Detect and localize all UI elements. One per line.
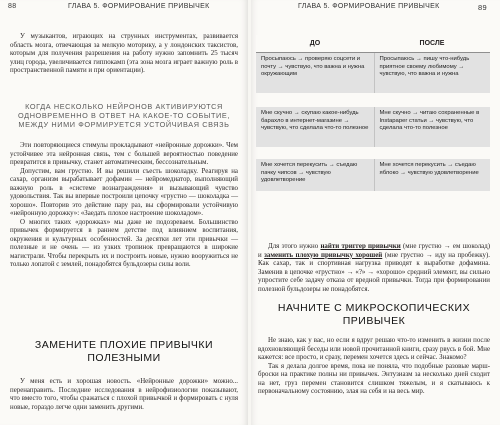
underlined-phrase: заменить плохую привычку хорошей [264,251,383,259]
table-row [256,53,490,94]
right-body-text [258,337,490,397]
pull-quote: КОГДА НЕСКОЛЬКО НЕЙРОНОВ АКТИВИРУЮТСЯ ОДНОВРЕМЕННО В ОТВЕТ НА КАКОЕ-ТО СОБЫТИЕ, МЕЖДУ НИМИ ФОРМИРУЕТСЯ УСТОЙЧИВАЯ СВЯЗЬ [18,102,230,129]
table-cell: Мне скучно → читаю сохраненные в Instapaper статьи → чувствую, что сделала что-то полезное [374,107,490,147]
left-section-heading: ЗАМЕНИТЕ ПЛОХИЕ ПРИВЫЧКИ ПОЛЕЗНЫМИ [34,339,214,364]
table-header-after: ПОСЛЕ [374,35,490,53]
paragraph: У меня есть и хорошая новость. «Нейронные дорожки» можно... перенаправить. Последние исследования в нейрофизиологии показывают, что вместо того, чтобы сражаться с плохой привычкой и формировать с нуля новые, гораздо легче одни заменить другими. [10,378,238,411]
table-row [256,93,490,107]
right-paragraph-1 [258,243,490,294]
paragraph: У музыкантов, играющих на струнных инструментах, развивается область мозга, отвечающая за мелкую моторику, а у лондонских таксистов, которым для получения разрешения на работу нужно запомнить 25 тысяч улиц города, увеличивается гиппокамп (эта зона мозга играет важную роль в пространственной памяти и при ориентации). [10,33,238,74]
table-row [256,159,490,191]
right-section-heading: НАЧНИТЕ С МИКРОСКОПИЧЕСКИХ ПРИВЫЧЕК [277,302,471,327]
underlined-phrase: найти триггер привычки [320,243,401,250]
paragraph: Эти повторяющиеся стимулы прокладывают «нейронные дорожки». Чем устойчивее эта нейронная связь, тем с большей вероятностью поведение превратится в привычку, станет автоматическим, бессознательным. [10,142,238,166]
right-running-head: ГЛАВА 5. ФОРМИРОВАНИЕ ПРИВЫЧЕК [298,3,440,10]
left-running-head: ГЛАВА 5. ФОРМИРОВАНИЕ ПРИВЫЧЕК [68,3,210,10]
left-paragraph-5 [10,378,238,412]
right-page-number: 89 [478,3,487,12]
table-cell: Просыпаюсь → пишу что-нибудь приятное своему любимому → чувствую, что важна и нужна [374,53,490,94]
table-cell: Мне хочется перекусить → съедаю пачку чипсов → чувствую удовлетворение [256,159,374,191]
table-header-before: ДО [256,35,374,53]
before-after-table [256,35,490,191]
table-row [256,147,490,159]
paragraph: Не знаю, как у вас, но если я вдруг решаю что-то изменить в жизни после вдохновляющей беседы или новой прочитанной книги, сразу рвусь в бой. Мне кажется: все просто, и сразу, перемен хочется здесь и сейчас. Знакомо? [258,337,490,361]
table-cell: Мне хочется перекусить → съедаю яблоко → чувствую удовлетворение [374,159,490,191]
left-page-number: 88 [8,3,17,10]
table-row [256,107,490,147]
paragraph: О многих таких «дорожках» мы даже не подозреваем. Большинство привычек формируется в раннем детстве под влиянием воспитания, окружения и культурных особенностей. За десятки лет эти привычки — полезные и не очень — из узких тропинок превращаются в широкие магистрали. Чтобы перекрыть их и построить новые, нужно вооружиться не только лопатой с землей, понадобятся бульдозеры силы воли. [10,218,238,268]
table-cell: Просыпаюсь → проверяю соцсети и почту → чувствую, что важна и нужна окружающим [256,53,374,94]
table-cell: Мне скучно → скупаю какое-нибудь барахло в интернет-магазине → чувствую, что сделала что-то полезное [256,107,374,147]
paragraph: Так я делала долгое время, пока не поняла, что подобные разовые марш-броски на практике полны ни привычек. Энтузиазм за несколько дней сходит на нет, груз перемен становится слишком тяжелым, и я скатываюсь к первоначальному состоянию, злая на себя и на весь мир. [258,362,490,395]
left-paragraph-1 [10,33,238,76]
left-body-text [10,142,238,270]
paragraph: Допустим, вам грустно. И вы решили съесть шоколадку. Реагируя на сахар, организм вырабатывает дофамин — нейромедиатор, выполняющий важную роль в «системе вознаграждения» и вызывающий чувство удовольствия. Так вы впервые построили цепочку «грустно — шоколадка — хорошо». Повторив это действие пару раз, вы сформировали устойчивую «нейронную дорожку»: «Заедать плохое настроение шоколадом». [10,167,238,217]
paragraph: Для этого нужно найти триггер привычки (мне грустно → ем шоколад) и заменить плохую привычку хорошей (мне грустно → иду на пробежку). Как сахар, так и спортивная нагрузка приводят к выработке дофамина. Заменив в цепочке «грустно» → «?» → «хорошо» средний элемент, вы сильно упростите себе задачу отказа от вредной привычки. Тогда при формировании полезной бульдозеры не понадобятся. [258,243,490,293]
